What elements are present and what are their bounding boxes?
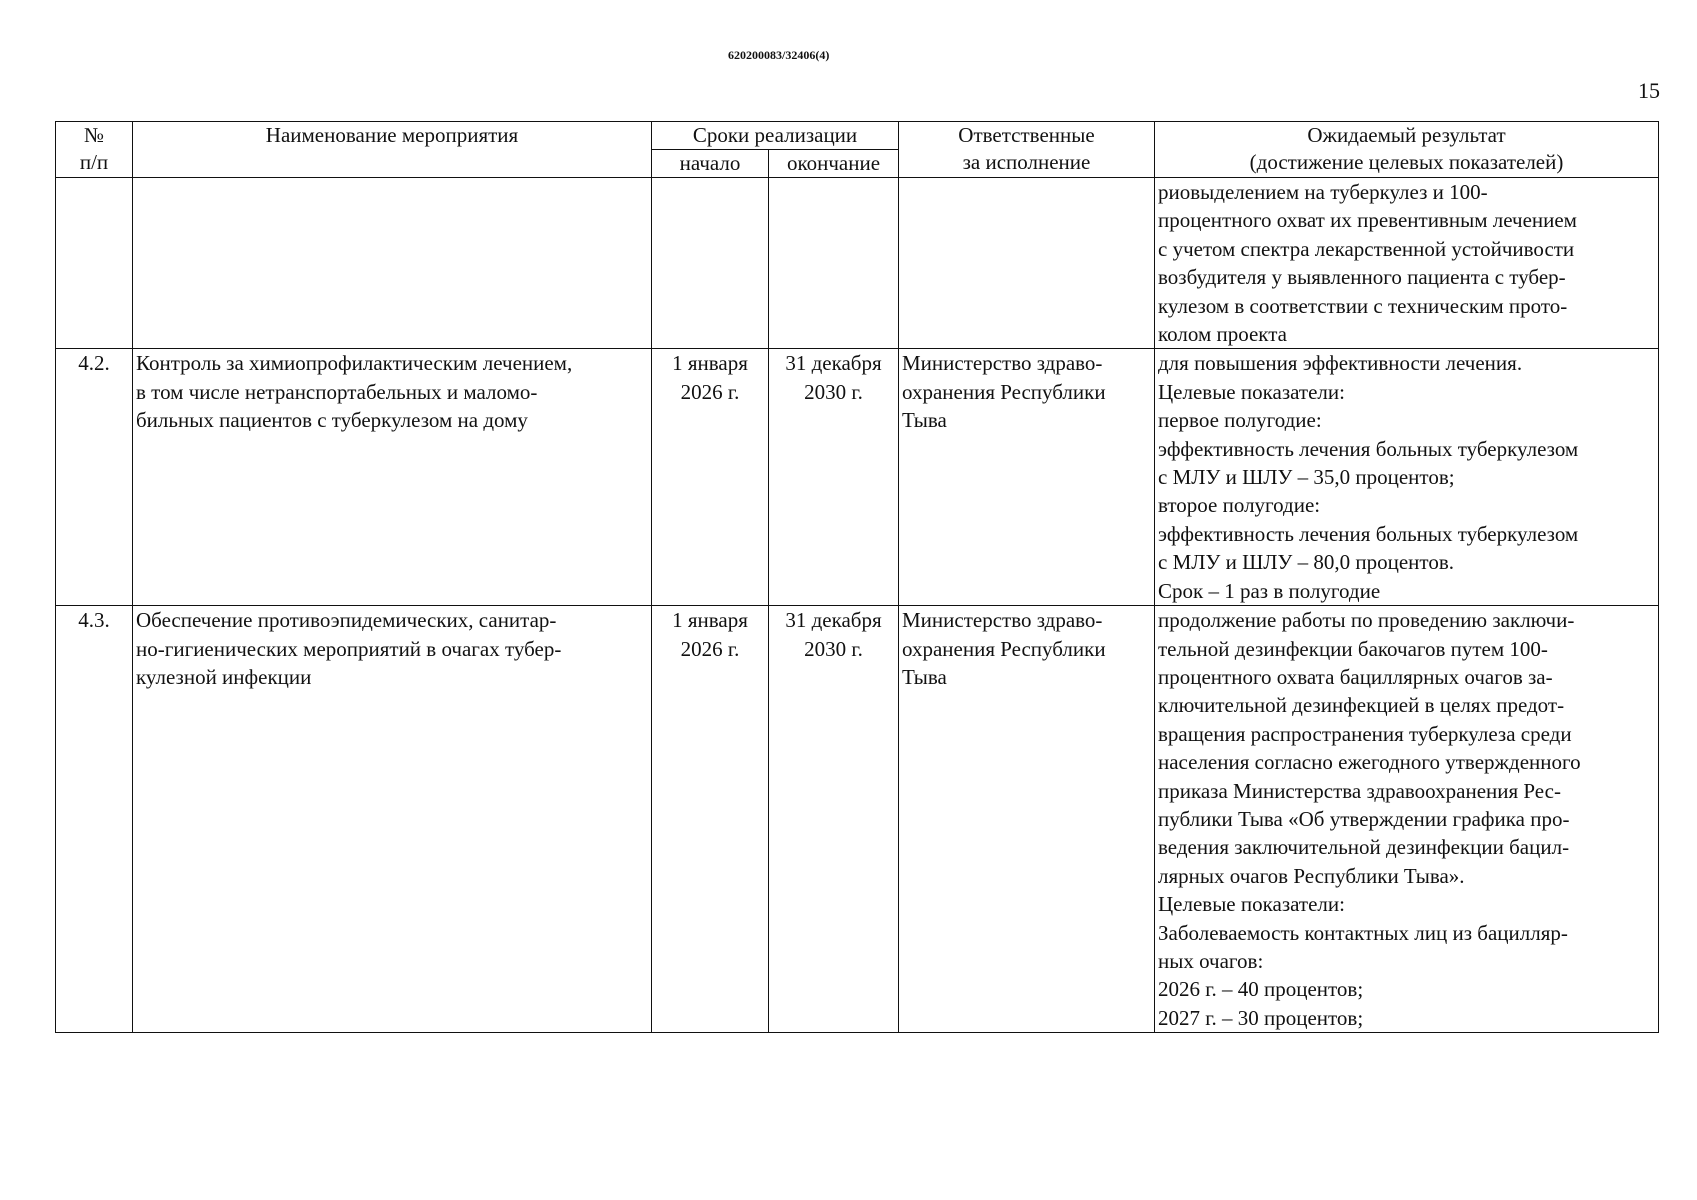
header-start: начало xyxy=(652,150,769,178)
cell-responsible: Министерство здраво- охранения Республики Тыва xyxy=(899,349,1155,606)
table-row-4-2 xyxy=(56,349,1659,606)
cell-name xyxy=(133,178,652,349)
header-name: Наименование мероприятия xyxy=(133,122,652,178)
header-num: № п/п xyxy=(56,122,133,178)
cell-name: Обеспечение противоэпидемических, санитар- но-гигиенических мероприятий в очагах тубер- кулезной инфекции xyxy=(133,606,652,1033)
cell-num: 4.2. xyxy=(56,349,133,606)
cell-responsible: Министерство здраво- охранения Республики Тыва xyxy=(899,606,1155,1033)
cell-end: 31 декабря 2030 г. xyxy=(769,349,899,606)
cell-result: риовыделением на туберкулез и 100- процентного охват их превентивным лечением с учетом спектра лекарственной устойчивости возбудителя у выявленного пациента с тубер- кулезом в соответствии с техническим прото- колом проекта xyxy=(1155,178,1659,349)
header-result: Ожидаемый результат (достижение целевых показателей) xyxy=(1155,122,1659,178)
cell-name: Контроль за химиопрофилактическим лечением, в том числе нетранспортабельных и маломо- бильных пациентов с туберкулезом на дому xyxy=(133,349,652,606)
cell-num xyxy=(56,178,133,349)
header-responsible: Ответственные за исполнение xyxy=(899,122,1155,178)
header-timing: Сроки реализации xyxy=(652,122,899,150)
cell-end: 31 декабря 2030 г. xyxy=(769,606,899,1033)
cell-start: 1 января 2026 г. xyxy=(652,349,769,606)
page-number: 15 xyxy=(1638,78,1660,103)
document-id: 620200083/32406(4) xyxy=(728,48,830,62)
cell-result: для повышения эффективности лечения. Целевые показатели: первое полугодие: эффективность лечения больных туберкулезом с МЛУ и ШЛУ – 35,0 процентов; второе полугодие: эффективность лечения больных туберкулезом с МЛУ и ШЛУ – 80,0 процентов. Срок – 1 раз в полугодие xyxy=(1155,349,1659,606)
header-end: окончание xyxy=(769,150,899,178)
table-row-continuation xyxy=(56,178,1659,349)
cell-end xyxy=(769,178,899,349)
cell-start: 1 января 2026 г. xyxy=(652,606,769,1033)
cell-result: продолжение работы по проведению заключи- тельной дезинфекции бакочагов путем 100- процентного охвата бациллярных очагов за- ключительной дезинфекцией в целях предот- вращения распространения туберкулеза среди населения согласно ежегодного утвержденного приказа Министерства здравоохранения Рес- публики Тыва «Об утверждении графика про- ведения заключительной дезинфекции бацил- лярных очагов Республики Тыва». Целевые показатели: Заболеваемость контактных лиц из бацилляр- ных очагов: 2026 г. – 40 процентов; 2027 г. – 30 процентов; xyxy=(1155,606,1659,1033)
table-row-4-3 xyxy=(56,606,1659,1033)
header-row xyxy=(56,122,1659,150)
measures-table xyxy=(55,121,1659,1033)
cell-responsible xyxy=(899,178,1155,349)
cell-num: 4.3. xyxy=(56,606,133,1033)
cell-start xyxy=(652,178,769,349)
